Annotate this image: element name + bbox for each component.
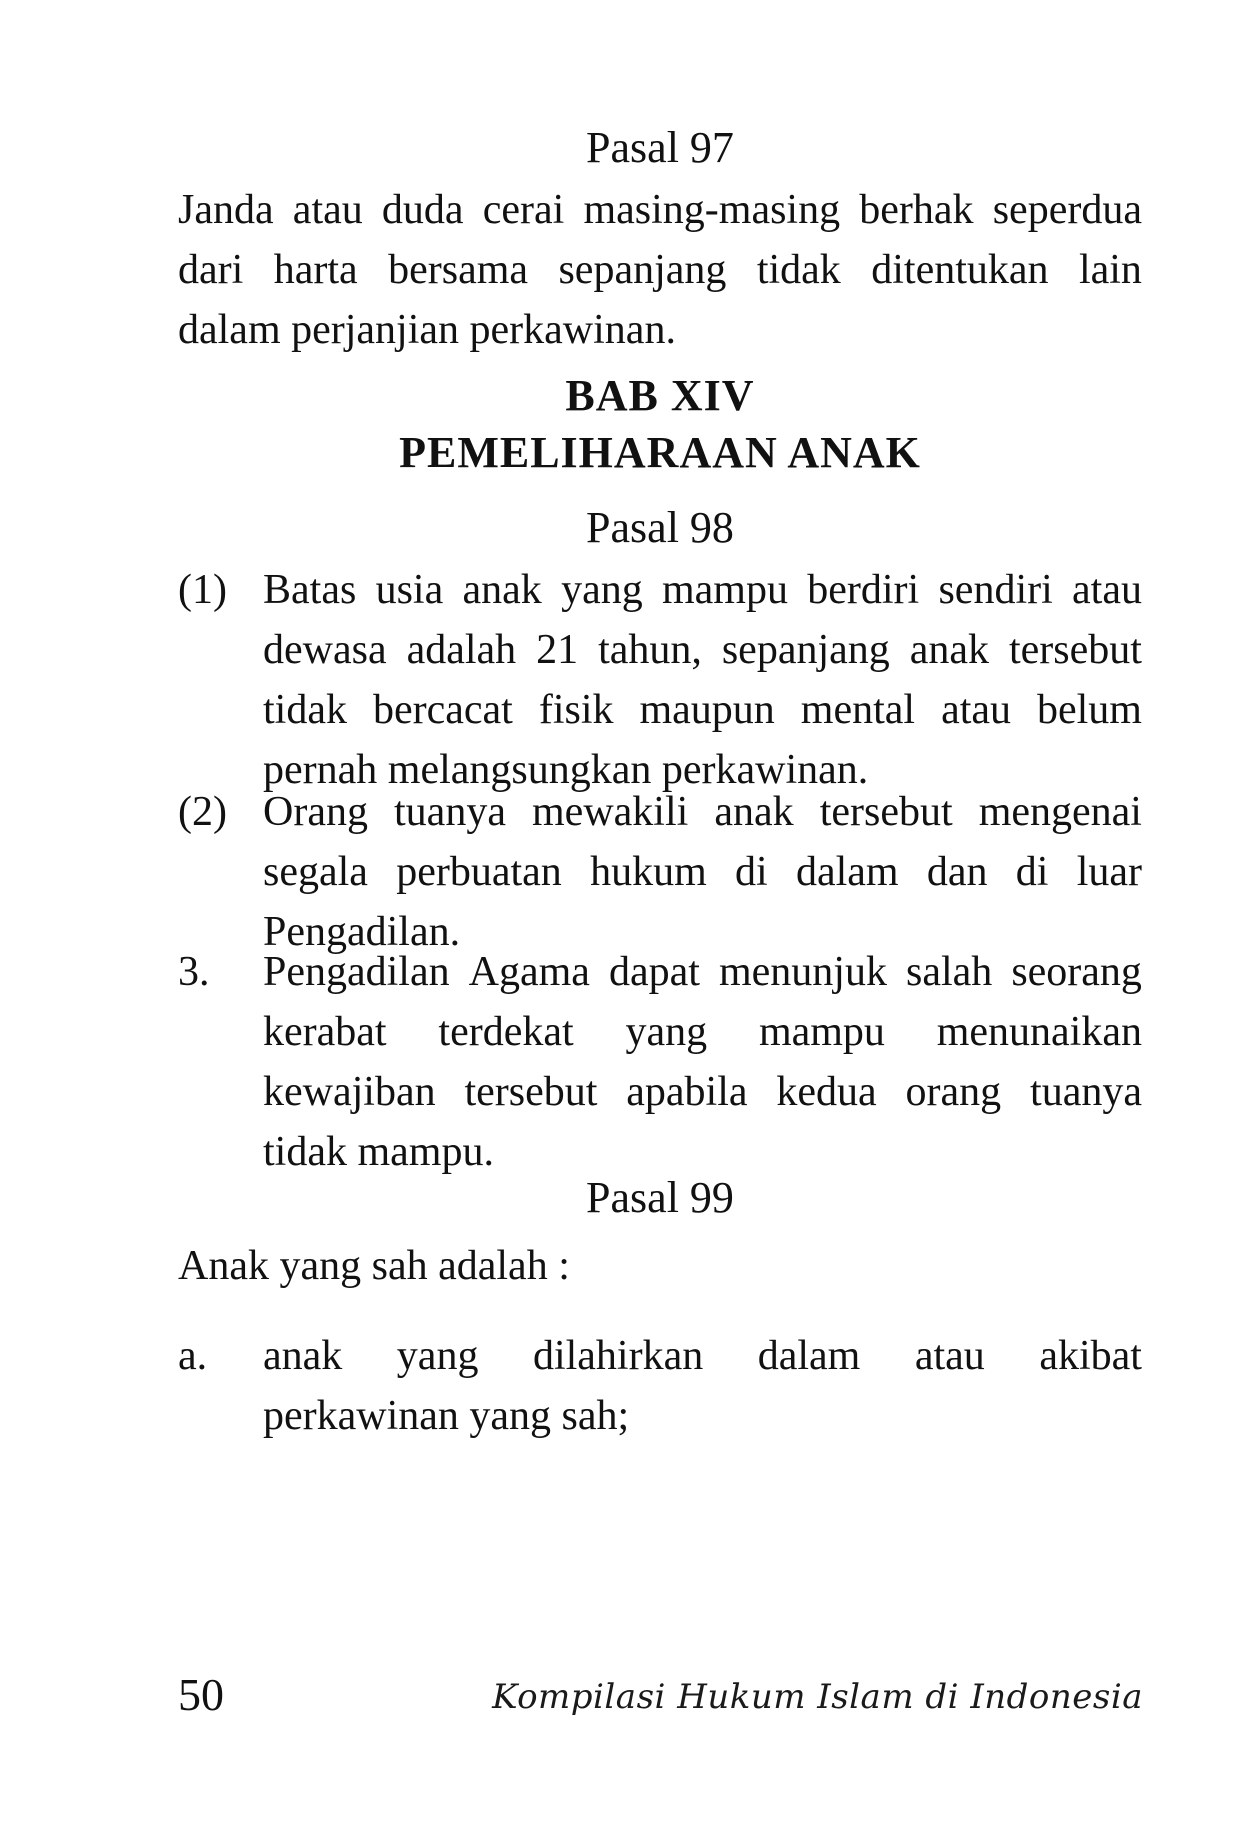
word: adalah (406, 627, 517, 673)
item-text (263, 1326, 1142, 1446)
word: Orang (263, 789, 368, 835)
word: kerabat (263, 1009, 387, 1055)
word: 21 (536, 627, 579, 673)
item-line (263, 1002, 1142, 1062)
word: usia (375, 567, 444, 613)
pasal-97-body (178, 180, 1142, 360)
word: mental (800, 687, 916, 733)
pasal-99-title: Pasal 99 (586, 1173, 734, 1222)
word: dapat (608, 949, 700, 995)
word: Pengadilan (263, 949, 450, 995)
word: luar (1076, 849, 1142, 895)
item-line (263, 1326, 1142, 1386)
item-text (263, 560, 1142, 800)
word: sepanjang (721, 627, 890, 673)
pasal-97-line: dalam perjanjian perkawinan. (178, 307, 676, 353)
word: Batas (263, 567, 357, 613)
word: atau (292, 187, 363, 233)
word: perbuatan (396, 849, 562, 895)
word: dalam (757, 1333, 861, 1379)
word: fisik (538, 687, 614, 733)
word: kewajiban (263, 1069, 436, 1115)
word: di (1015, 849, 1049, 895)
word: sepanjang (558, 247, 727, 293)
word: berdiri (807, 567, 920, 613)
word: mengenai (978, 789, 1142, 835)
word: harta (273, 247, 358, 293)
pasal-97-line (178, 240, 1142, 300)
word: duda (381, 187, 464, 233)
item-line (263, 1062, 1142, 1122)
word: dewasa (263, 627, 387, 673)
item-line (263, 620, 1142, 680)
word: cerai (482, 187, 565, 233)
word: tahun, (598, 627, 702, 673)
word: anak (462, 567, 542, 613)
word: segala (263, 849, 368, 895)
word: yang (625, 1009, 708, 1055)
pasal-99-intro: Anak yang sah adalah : (178, 1243, 570, 1289)
item-line: pernah melangsungkan perkawinan. (263, 747, 869, 793)
word: seorang (1011, 949, 1142, 995)
word: menunjuk (718, 949, 887, 995)
item-line: tidak mampu. (263, 1129, 494, 1175)
word: tersebut (819, 789, 953, 835)
word: tuanya (1030, 1069, 1142, 1115)
word: hukum (590, 849, 707, 895)
word: anak (909, 627, 990, 673)
word: seperdua (992, 187, 1142, 233)
word: anak (714, 789, 794, 835)
item-marker: a. (178, 1333, 208, 1379)
word: berhak (859, 187, 974, 233)
item-text (263, 942, 1142, 1182)
word: bersama (388, 247, 529, 293)
word: yang (561, 567, 643, 613)
item-text (263, 782, 1142, 962)
word: bercacat (372, 687, 513, 733)
word: orang (905, 1069, 1002, 1115)
running-footer-title: Kompilasi Hukum Islam di Indonesia (492, 1677, 1143, 1717)
word: tersebut (1008, 627, 1142, 673)
word: apabila (626, 1069, 748, 1115)
word: di (735, 849, 768, 895)
word: tersebut (464, 1069, 598, 1115)
item-line (263, 842, 1142, 902)
item-marker: (1) (178, 567, 227, 613)
word: dalam (795, 849, 899, 895)
item-line: perkawinan yang sah; (263, 1393, 630, 1439)
word: tuanya (394, 789, 506, 835)
word: maupun (639, 687, 775, 733)
word: atau (914, 1333, 985, 1379)
word: tidak (756, 247, 841, 293)
item-line (263, 560, 1142, 620)
word: mampu (661, 567, 788, 613)
word: mampu (758, 1009, 885, 1055)
pasal-97-title: Pasal 97 (586, 123, 734, 172)
chapter-number: BAB XIV (565, 371, 755, 420)
word: sendiri (938, 567, 1053, 613)
word: lain (1078, 247, 1142, 293)
word: anak (263, 1333, 343, 1379)
page-number: 50 (178, 1669, 224, 1720)
word: atau (1072, 567, 1142, 613)
word: akibat (1039, 1333, 1142, 1379)
word: atau (941, 687, 1012, 733)
word: yang (396, 1333, 479, 1379)
word: dilahirkan (532, 1333, 704, 1379)
word: Agama (468, 949, 590, 995)
word: kedua (776, 1069, 877, 1115)
word: Janda (178, 187, 274, 233)
word: menunaikan (936, 1009, 1142, 1055)
item-line: Pengadilan. (263, 909, 461, 955)
item-line (263, 680, 1142, 740)
word: belum (1037, 687, 1142, 733)
item-marker: (2) (178, 789, 227, 835)
word: ditentukan (871, 247, 1049, 293)
item-marker: 3. (178, 949, 210, 995)
word: masing-masing (583, 187, 841, 233)
word: tidak (263, 687, 347, 733)
word: dan (926, 849, 988, 895)
item-line (263, 942, 1142, 1002)
word: dari (178, 247, 244, 293)
item-line (263, 782, 1142, 842)
pasal-97-line (178, 180, 1142, 240)
word: salah (905, 949, 993, 995)
word: terdekat (438, 1009, 574, 1055)
chapter-title: PEMELIHARAAN ANAK (399, 428, 921, 477)
pasal-98-title: Pasal 98 (586, 503, 734, 552)
word: mewakili (532, 789, 689, 835)
